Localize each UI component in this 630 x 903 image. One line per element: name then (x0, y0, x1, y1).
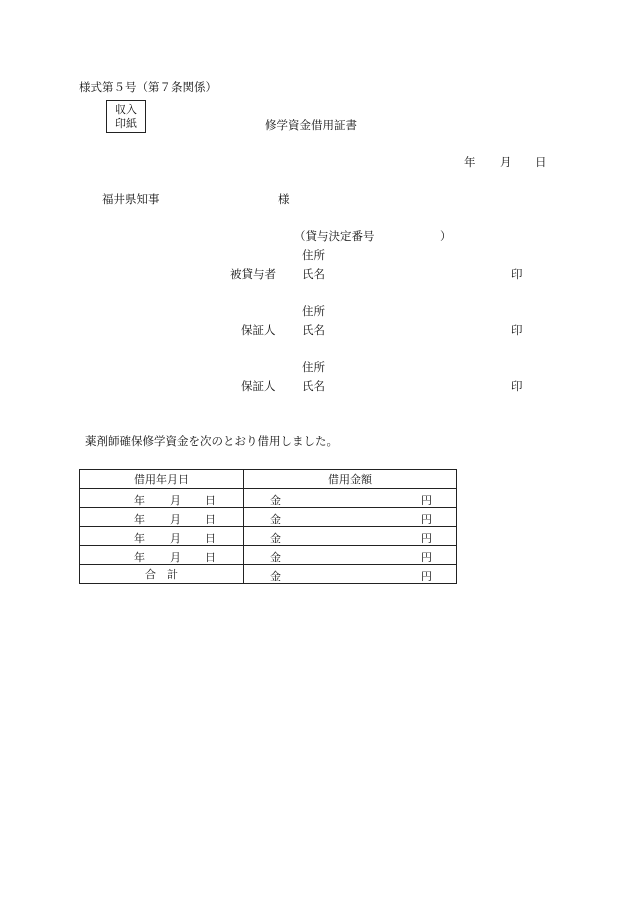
date-year: 年 (464, 155, 476, 169)
row-kin: 金 (270, 513, 281, 526)
guarantor2-seal: 印 (511, 379, 523, 393)
date-month: 月 (500, 155, 512, 169)
guarantor2-name-label: 氏名 (302, 379, 325, 393)
row-kin: 金 (270, 532, 281, 545)
loan-number-open: （貸与決定番号 (294, 229, 375, 243)
loan-amount-cell (244, 546, 457, 565)
row-month: 月 (170, 494, 181, 507)
guarantor2-role: 保証人 (241, 379, 276, 393)
row-yen: 円 (421, 551, 432, 564)
table-total-row (80, 565, 457, 584)
row-yen: 円 (421, 513, 432, 526)
stamp-label-line1: 収入 (115, 103, 137, 116)
guarantor2-address-label: 住所 (302, 360, 325, 374)
borrower-name-label: 氏名 (302, 267, 325, 281)
row-month: 月 (170, 513, 181, 526)
row-day: 日 (205, 494, 216, 507)
borrower-address-label: 住所 (302, 248, 325, 262)
total-kin: 金 (270, 570, 281, 583)
row-year: 年 (134, 494, 145, 507)
row-year: 年 (134, 513, 145, 526)
table-header-row (80, 470, 457, 489)
row-month: 月 (170, 532, 181, 545)
revenue-stamp-box (106, 100, 146, 133)
loan-amount-cell (244, 527, 457, 546)
guarantor1-seal: 印 (511, 323, 523, 337)
row-kin: 金 (270, 494, 281, 507)
total-yen: 円 (421, 570, 432, 583)
row-day: 日 (205, 532, 216, 545)
addressee-honorific: 様 (278, 192, 290, 206)
loan-amount-cell (244, 508, 457, 527)
borrower-seal: 印 (511, 267, 523, 281)
row-kin: 金 (270, 551, 281, 564)
row-day: 日 (205, 513, 216, 526)
total-label: 合 計 (80, 565, 244, 584)
loan-table (79, 469, 457, 584)
guarantor1-role: 保証人 (241, 323, 276, 337)
stamp-label-line2: 印紙 (115, 117, 137, 130)
table-row (80, 489, 457, 508)
loan-number-close: ） (440, 229, 452, 243)
total-amount-cell (244, 565, 457, 584)
table-row (80, 546, 457, 565)
form-number: 様式第５号（第７条関係） (79, 80, 217, 94)
row-year: 年 (134, 551, 145, 564)
loan-date-cell (80, 489, 244, 508)
row-year: 年 (134, 532, 145, 545)
header-loan-date: 借用年月日 (80, 470, 244, 489)
date-day: 日 (535, 155, 547, 169)
document-title: 修学資金借用証書 (265, 118, 357, 132)
table-row (80, 508, 457, 527)
loan-amount-cell (244, 489, 457, 508)
guarantor1-address-label: 住所 (302, 304, 325, 318)
loan-statement: 薬剤師確保修学資金を次のとおり借用しました。 (85, 434, 338, 448)
header-loan-amount: 借用金額 (244, 470, 457, 489)
addressee-name: 福井県知事 (102, 192, 160, 206)
borrower-role: 被貸与者 (230, 267, 276, 281)
loan-date-cell (80, 527, 244, 546)
table-row (80, 527, 457, 546)
row-day: 日 (205, 551, 216, 564)
loan-date-cell (80, 508, 244, 527)
guarantor1-name-label: 氏名 (302, 323, 325, 337)
row-yen: 円 (421, 532, 432, 545)
row-yen: 円 (421, 494, 432, 507)
loan-date-cell (80, 546, 244, 565)
row-month: 月 (170, 551, 181, 564)
